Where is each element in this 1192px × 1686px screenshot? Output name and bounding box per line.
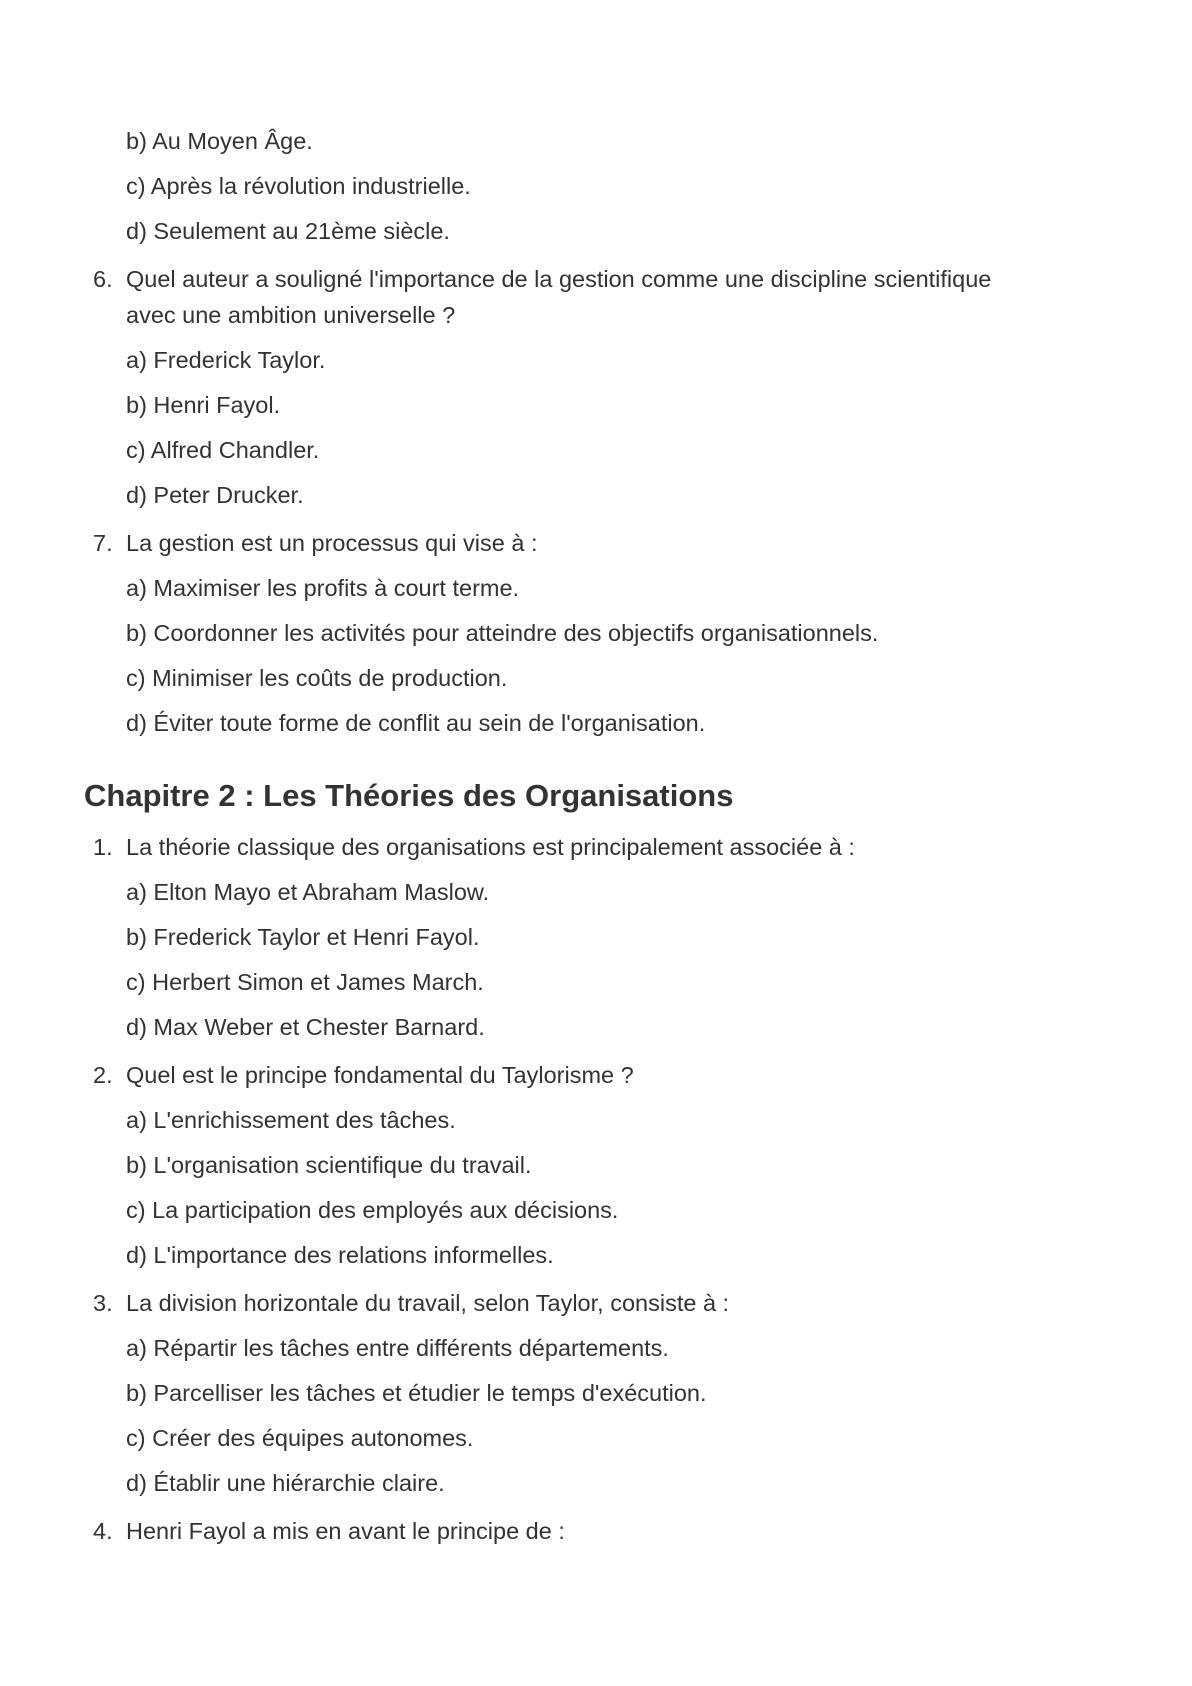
c2-q2-option-a: a) L'enrichissement des tâches. xyxy=(126,1107,456,1133)
c2-q3-text: La division horizontale du travail, selon Taylor, consiste à : xyxy=(126,1290,730,1316)
q6-number: 6. xyxy=(93,266,113,292)
chapter-heading: Chapitre 2 : Les Théories des Organisations xyxy=(84,778,734,813)
q7-option-d: d) Éviter toute forme de conflit au sein de l'organisation. xyxy=(126,710,706,736)
c2-q3-option-a: a) Répartir les tâches entre différents départements. xyxy=(126,1335,669,1361)
c2-q3-option-c: c) Créer des équipes autonomes. xyxy=(126,1425,474,1451)
c2-q3-option-d: d) Établir une hiérarchie claire. xyxy=(126,1470,445,1496)
c2-q2-option-c: c) La participation des employés aux décisions. xyxy=(126,1197,619,1223)
c2-q2-text: Quel est le principe fondamental du Taylorisme ? xyxy=(126,1062,634,1088)
q7-option-b: b) Coordonner les activités pour atteindre des objectifs organisationnels. xyxy=(126,620,879,646)
c2-q4-text: Henri Fayol a mis en avant le principe de : xyxy=(126,1518,565,1544)
c2-q2-number: 2. xyxy=(93,1062,113,1088)
q5-option-c: c) Après la révolution industrielle. xyxy=(126,173,471,199)
q6-option-d: d) Peter Drucker. xyxy=(126,482,304,508)
c2-q1-option-c: c) Herbert Simon et James March. xyxy=(126,969,484,995)
c2-q4-number: 4. xyxy=(93,1518,113,1544)
q6-option-a: a) Frederick Taylor. xyxy=(126,347,326,373)
c2-q3-option-b: b) Parcelliser les tâches et étudier le temps d'exécution. xyxy=(126,1380,707,1406)
q6-option-b: b) Henri Fayol. xyxy=(126,392,281,418)
q6-option-c: c) Alfred Chandler. xyxy=(126,437,320,463)
q5-option-d: d) Seulement au 21ème siècle. xyxy=(126,218,450,244)
c2-q2-option-b: b) L'organisation scientifique du travail. xyxy=(126,1152,532,1178)
c2-q2-option-d: d) L'importance des relations informelles. xyxy=(126,1242,554,1268)
c2-q1-text: La théorie classique des organisations est principalement associée à : xyxy=(126,834,855,860)
q7-text: La gestion est un processus qui vise à : xyxy=(126,530,538,556)
c2-q1-option-a: a) Elton Mayo et Abraham Maslow. xyxy=(126,879,490,905)
q6-text-line1: Quel auteur a souligné l'importance de la gestion comme une discipline scientifique xyxy=(126,266,992,292)
c2-q1-option-d: d) Max Weber et Chester Barnard. xyxy=(126,1014,485,1040)
c2-q1-option-b: b) Frederick Taylor et Henri Fayol. xyxy=(126,924,480,950)
q7-number: 7. xyxy=(93,530,113,556)
q7-option-a: a) Maximiser les profits à court terme. xyxy=(126,575,520,601)
q6-text-line2: avec une ambition universelle ? xyxy=(126,302,456,328)
c2-q1-number: 1. xyxy=(93,834,113,860)
c2-q3-number: 3. xyxy=(93,1290,113,1316)
q7-option-c: c) Minimiser les coûts de production. xyxy=(126,665,508,691)
q5-option-b: b) Au Moyen Âge. xyxy=(126,128,313,154)
